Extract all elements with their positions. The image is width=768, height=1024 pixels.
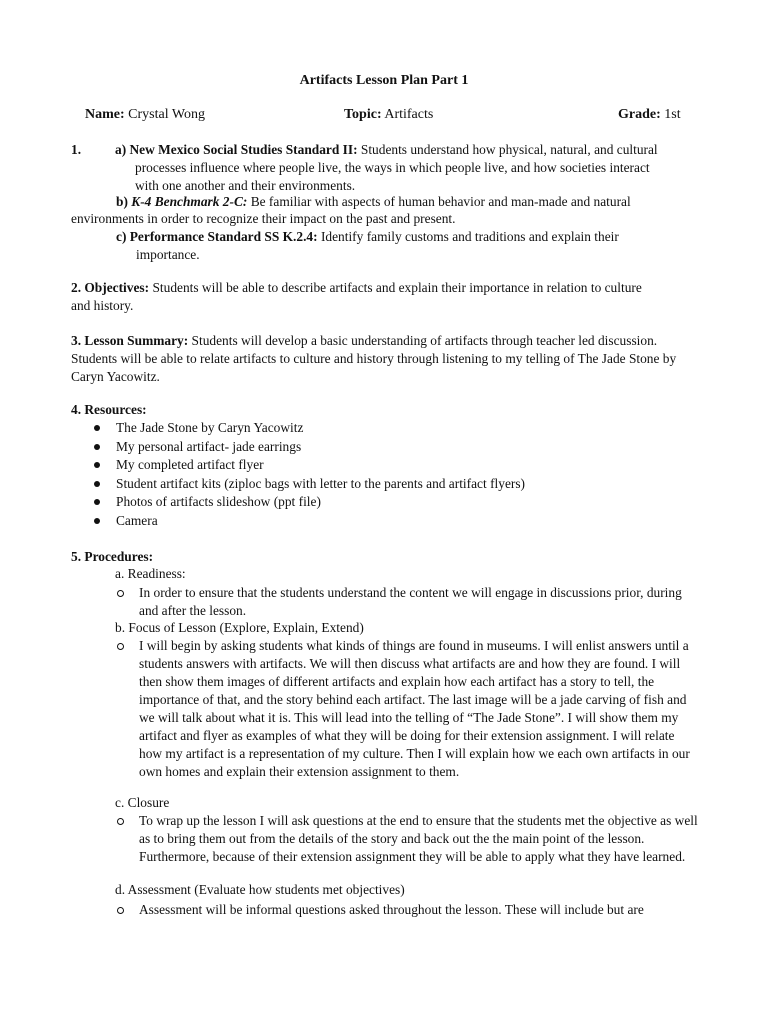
closure-heading: c. Closure	[115, 795, 170, 810]
name-value: Crystal Wong	[128, 107, 205, 122]
readiness-text: In order to ensure that the students understand the content we will engage in discussions prior, during and after the lesson.	[117, 584, 704, 620]
performance-standard-c	[116, 228, 676, 264]
topic-label: Topic:	[344, 107, 382, 122]
list-item: Camera	[94, 512, 525, 531]
standard-a	[115, 141, 675, 195]
focus-heading: b. Focus of Lesson (Explore, Explain, Extend)	[115, 620, 364, 635]
performance-c-label: c) Performance Standard SS K.2.4:	[116, 229, 318, 244]
procedures-heading: 5. Procedures:	[71, 549, 154, 564]
grade-field	[618, 106, 681, 124]
grade-label: Grade:	[618, 107, 661, 122]
assessment-text: Assessment will be informal questions asked throughout the lesson. These will include but are	[117, 901, 714, 919]
assessment-heading: d. Assessment (Evaluate how students met objectives)	[115, 882, 405, 897]
objectives-label: 2. Objectives:	[71, 280, 150, 295]
performance-c-text: Identify family customs and traditions and explain their importance.	[136, 229, 619, 262]
closure-text: To wrap up the lesson I will ask questions at the end to ensure that the students met the objective as well as to bring them out from the details of the story and back out the the main point of the lesson. Furthermore, because of their extension assignment they will be able to apply what they have learned.	[117, 812, 703, 866]
list-item: Photos of artifacts slideshow (ppt file)	[94, 493, 525, 512]
benchmark-b-text-first: Be familiar with aspects of human behavior and man-made and natural	[250, 194, 631, 209]
list-item: The Jade Stone by Caryn Yacowitz	[94, 419, 525, 438]
standard-a-label: a) New Mexico Social Studies Standard II:	[115, 142, 358, 157]
list-item: Student artifact kits (ziploc bags with letter to the parents and artifact flyers)	[94, 475, 525, 494]
list-item: My completed artifact flyer	[94, 456, 525, 475]
lesson-summary-section	[71, 332, 701, 386]
name-field	[85, 106, 205, 124]
objectives-section	[71, 279, 661, 315]
objectives-text: Students will be able to describe artifacts and explain their importance in relation to culture and history.	[71, 280, 642, 313]
benchmark-b-prefix: b)	[116, 194, 128, 209]
standard-a-text: Students understand how physical, natural, and cultural processes influence where people live, the ways in which people live, and how societies interact with one another and their environments.	[135, 142, 658, 193]
benchmark-b-label: K-4 Benchmark 2-C:	[131, 194, 248, 209]
grade-value: 1st	[664, 107, 681, 122]
focus-text: I will begin by asking students what kinds of things are found in museums. I will enlist answers until a students answers with artifacts. We will then discuss what artifacts are and how they are found. I will then show them images of different artifacts and explain how each artifact has a story to tell, the importance of that, and the story behind each artifact. The last image will be a jade carving of fish and we will talk about what it is. This will lead into the telling of “The Jade Stone”. I will show them my artifact and flyer as examples of what they will be doing for their extension assignment. I will relate how my artifact is a representation of my culture. Then I will explain how we each own artifacts in our own homes and explain their extension assignment to them.	[117, 637, 699, 781]
name-label: Name:	[85, 107, 125, 122]
lesson-summary-label: 3. Lesson Summary:	[71, 333, 189, 348]
benchmark-b-continued: environments in order to recognize their impact on the past and present.	[71, 211, 456, 226]
topic-field	[344, 106, 433, 124]
topic-value: Artifacts	[384, 107, 434, 122]
section-1-number: 1.	[71, 142, 82, 157]
resources-list	[94, 419, 525, 531]
readiness-heading: a. Readiness:	[115, 566, 186, 581]
list-item: My personal artifact- jade earrings	[94, 438, 525, 457]
lesson-summary-text: Students will develop a basic understanding of artifacts through teacher led discussion. Students will be able to relate artifacts to culture and history through listening to my telling of The Jade Stone by Caryn Yacowitz.	[71, 333, 677, 384]
resources-heading: 4. Resources:	[71, 402, 147, 417]
document-title: Artifacts Lesson Plan Part 1	[299, 73, 469, 88]
benchmark-b	[116, 193, 716, 211]
